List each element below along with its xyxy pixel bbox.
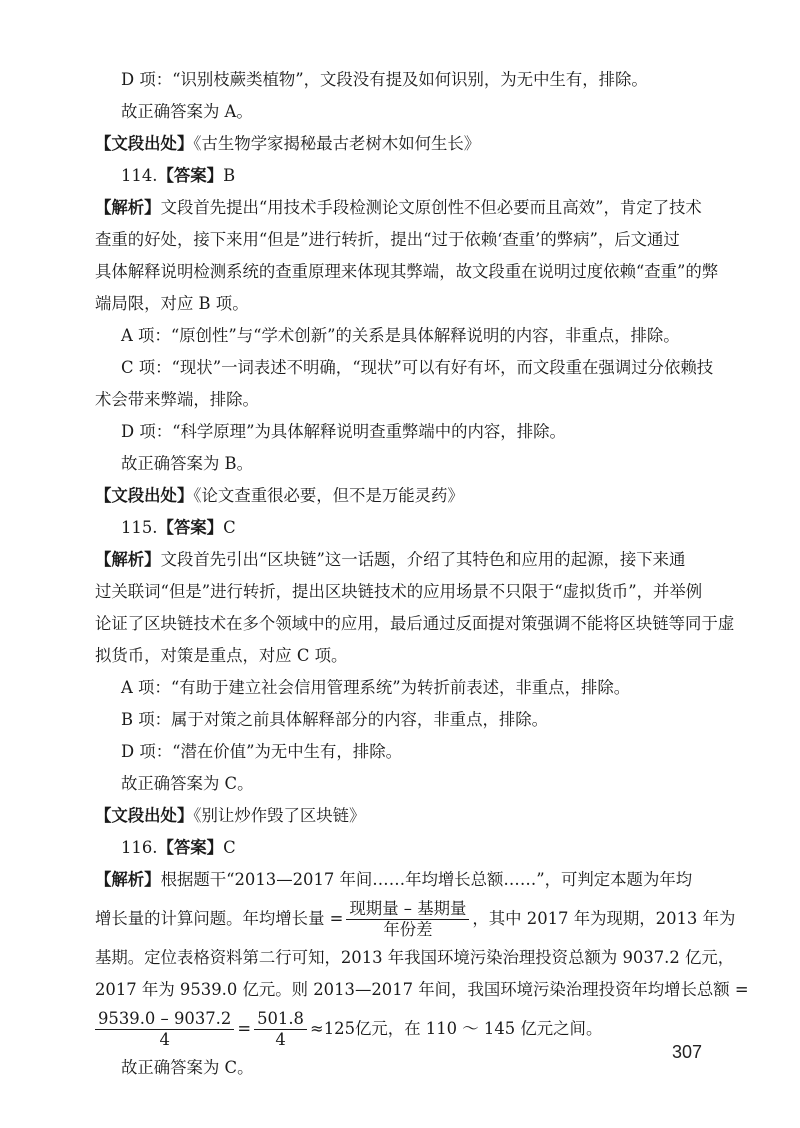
option-c-line: C 项：“现状”一词表述不明确，“现状”可以有好有坏，而文段重在强调过分依赖技 [121, 358, 714, 377]
question-number: 115. [121, 518, 158, 537]
question-116-header [95, 832, 723, 864]
answer-label: 【答案】 [157, 518, 224, 537]
fraction-denominator: 4 [275, 1030, 286, 1049]
fraction-numerator: 9539.0 – 9037.2 [95, 1009, 234, 1030]
source-title: 《论文查重很必要，但不是万能灵药》 [193, 486, 464, 505]
analysis-line: 拟货币，对策是重点，对应 C 项。 [95, 646, 348, 665]
conclusion-line: 故正确答案为 A。 [121, 102, 253, 121]
calculation-result: ≈125亿元，在 110 ～ 145 亿元之间。 [310, 1019, 603, 1038]
option-a-line: A 项：“有助于建立社会信用管理系统”为转折前表述，非重点，排除。 [121, 678, 631, 697]
answer-value: C [223, 838, 236, 857]
analysis-line: 过关联词“但是”进行转折，提出区块链技术的应用场景不只限于“虚拟货币”，并举例 [95, 582, 703, 601]
analysis-line: 具体解释说明检测系统的查重原理来体现其弊端，故文段重在说明过度依赖“查重”的弊 [95, 262, 719, 281]
fraction [346, 899, 469, 940]
source-title: 《古生物学家揭秘最古老树木如何生长》 [193, 134, 481, 153]
analysis-line [95, 192, 723, 224]
fraction-numerator: 现期量 – 基期量 [346, 899, 469, 920]
analysis-line: 基期。定位表格资料第二行可知，2013 年我国环境污染治理投资总额为 9037.2 亿元， [95, 948, 735, 967]
answer-value: B [223, 166, 236, 185]
question-number: 114. [121, 166, 158, 185]
formula-prefix: 增长量的计算问题。年均增长量 = [95, 909, 344, 928]
analysis-text: 文段首先提出“用技术手段检测论文原创性不但必要而且高效”，肯定了技术 [160, 198, 702, 217]
conclusion-line: 故正确答案为 C。 [121, 1058, 254, 1077]
calculation-line [95, 1006, 723, 1052]
option-d-line: D 项：“潜在价值”为无中生有，排除。 [121, 742, 402, 761]
analysis-text: 文段首先引出“区块链”这一话题，介绍了其特色和应用的起源，接下来通 [160, 550, 686, 569]
fraction [254, 1009, 307, 1050]
answer-label: 【答案】 [157, 838, 224, 857]
fraction-numerator: 501.8 [254, 1009, 307, 1030]
analysis-label: 【解析】 [95, 870, 161, 889]
source-label: 【文段出处】 [95, 806, 194, 825]
source-title: 《别让炒作毁了区块链》 [193, 806, 366, 825]
question-number: 116. [121, 838, 158, 857]
source-line [95, 800, 723, 832]
fraction-denominator: 年份差 [383, 920, 433, 939]
page-body [95, 64, 749, 1084]
source-label: 【文段出处】 [95, 486, 194, 505]
analysis-line: 2017 年为 9539.0 亿元。则 2013—2017 年间，我国环境污染治理投资年均增长总额 = [95, 980, 749, 999]
option-c-line: 术会带来弊端，排除。 [95, 390, 259, 409]
option-d-line: D 项：“识别枝蕨类植物”，文段没有提及如何识别，为无中生有，排除。 [121, 70, 648, 89]
analysis-label: 【解析】 [95, 198, 161, 217]
page-number: 307 [672, 1042, 703, 1062]
question-114-header [95, 160, 723, 192]
analysis-line: 论证了区块链技术在多个领域中的应用，最后通过反面提对策强调不能将区块链等同于虚 [95, 614, 735, 633]
fraction-denominator: 4 [159, 1030, 170, 1049]
fraction [95, 1009, 234, 1050]
source-label: 【文段出处】 [95, 134, 194, 153]
option-a-line: A 项：“原创性”与“学术创新”的关系是具体解释说明的内容，非重点，排除。 [121, 326, 680, 345]
analysis-line [95, 864, 723, 896]
analysis-label: 【解析】 [95, 550, 161, 569]
question-115-header [95, 512, 723, 544]
analysis-line [95, 544, 723, 576]
answer-value: C [223, 518, 236, 537]
conclusion-line: 故正确答案为 C。 [121, 774, 254, 793]
option-b-line: B 项：属于对策之前具体解释部分的内容，非重点，排除。 [121, 710, 549, 729]
answer-label: 【答案】 [157, 166, 224, 185]
source-line [95, 128, 723, 160]
analysis-line: 查重的好处，接下来用“但是”进行转折，提出“过于依赖‘查重’的弊病”，后文通过 [95, 230, 680, 249]
option-d-line: D 项：“科学原理”为具体解释说明查重弊端中的内容，排除。 [121, 422, 566, 441]
analysis-line: 端局限，对应 B 项。 [95, 294, 249, 313]
conclusion-line: 故正确答案为 B。 [121, 454, 253, 473]
analysis-text: 根据题干“2013—2017 年间……年均增长总额……”，可判定本题为年均 [160, 870, 693, 889]
formula-suffix: ，其中 2017 年为现期，2013 年为 [472, 909, 736, 928]
source-line [95, 480, 723, 512]
equals-sign: = [237, 1019, 252, 1038]
formula-line [95, 896, 736, 942]
